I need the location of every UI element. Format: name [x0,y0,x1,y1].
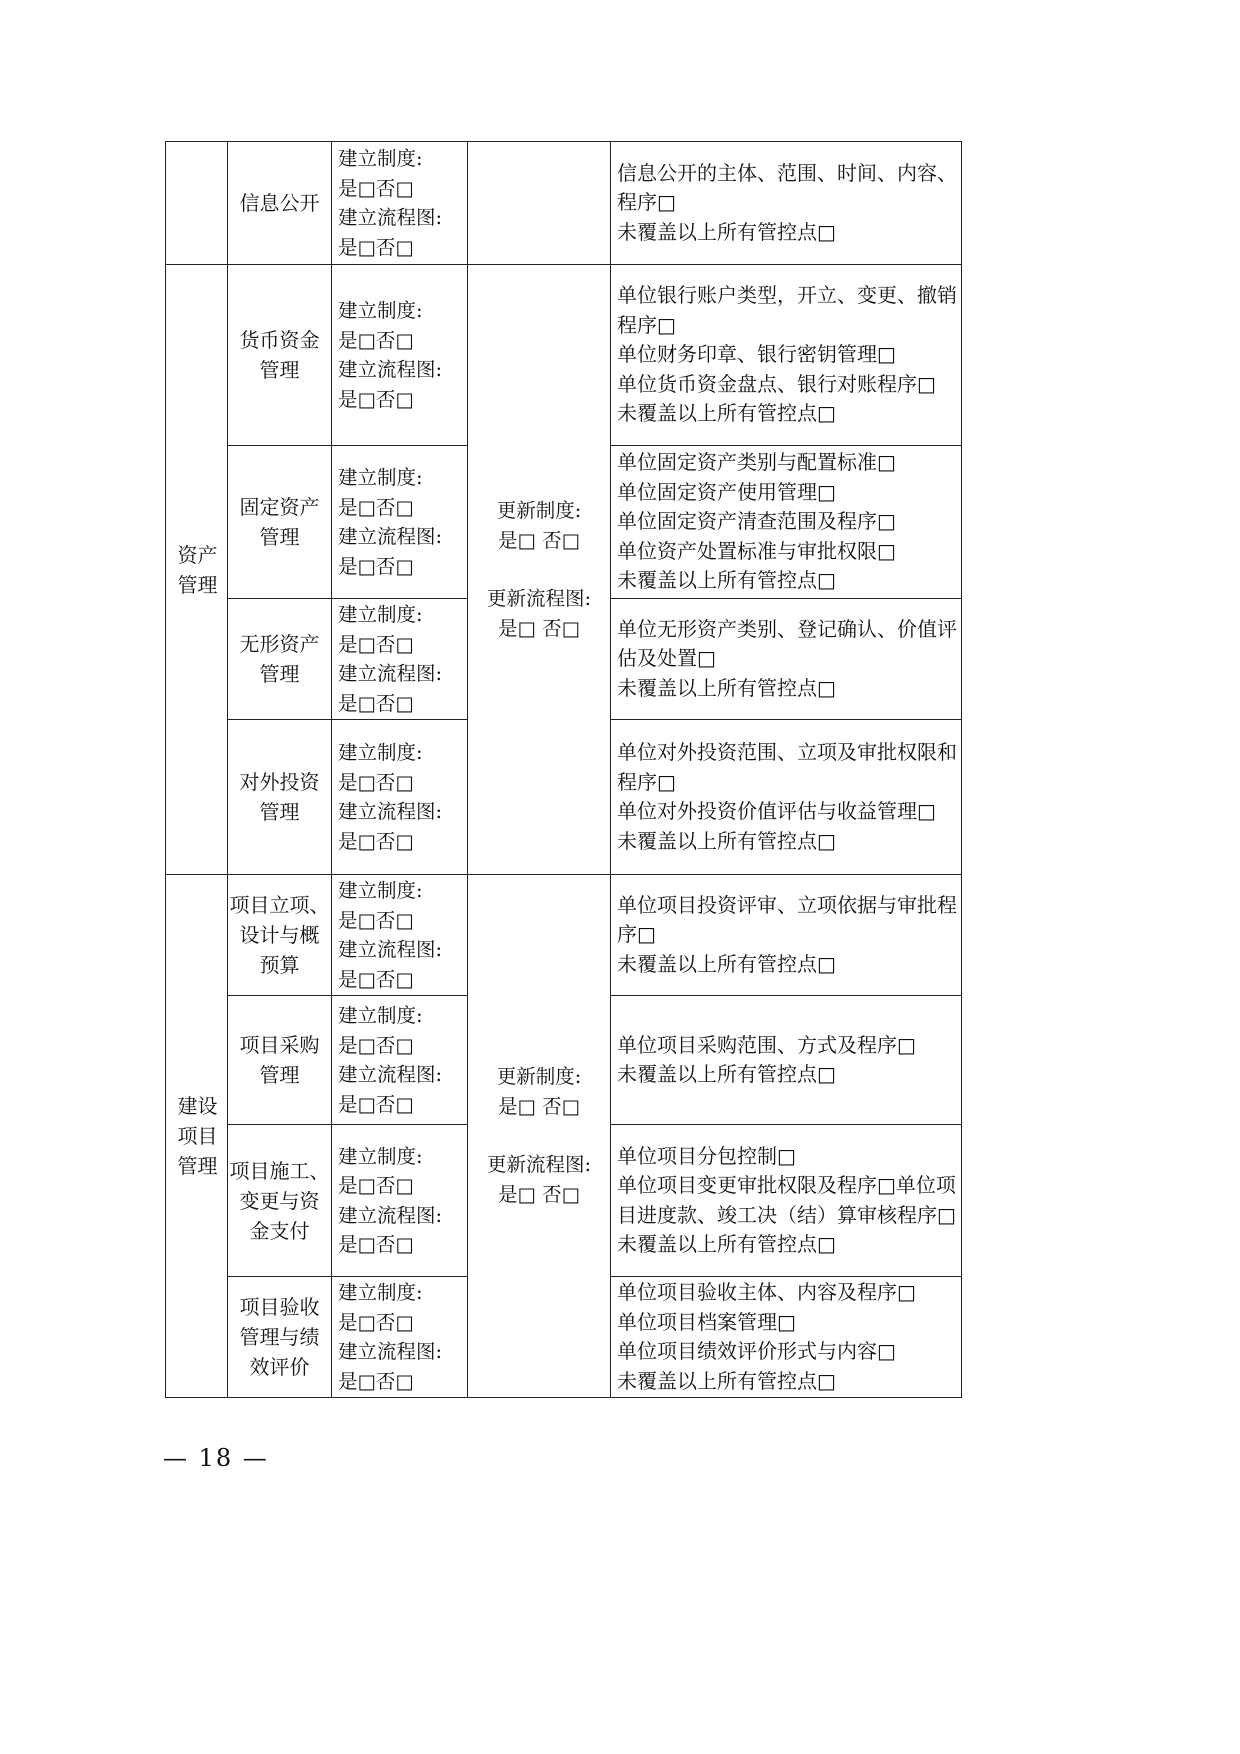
category-cell-asset: 资产 管理 [166,265,228,875]
item-cell: 货币资金 管理 [228,265,332,446]
system-status-cell: 建立制度: 是□否□ 建立流程图: 是□否□ [332,599,468,720]
table-row [166,142,962,265]
system-status-cell: 建立制度: 是□否□ 建立流程图: 是□否□ [332,720,468,875]
system-status-cell: 建立制度: 是□否□ 建立流程图: 是□否□ [332,265,468,446]
control-points-cell: 单位无形资产类别、登记确认、价值评估及处置□ 未覆盖以上所有管控点□ [611,599,962,720]
category-cell-empty [166,142,228,265]
update-cell-empty [468,142,611,265]
item-cell: 无形资产 管理 [228,599,332,720]
control-points-cell: 信息公开的主体、范围、时间、内容、程序□ 未覆盖以上所有管控点□ [611,142,962,265]
system-status-cell: 建立制度: 是□否□ 建立流程图: 是□否□ [332,1125,468,1277]
control-points-cell: 单位银行账户类型，开立、变更、撤销程序□ 单位财务印章、银行密钥管理□ 单位货币资金盘点、银行对账程序□ 未覆盖以上所有管控点□ [611,265,962,446]
control-points-cell: 单位项目验收主体、内容及程序□ 单位项目档案管理□ 单位项目绩效评价形式与内容□ 未覆盖以上所有管控点□ [611,1277,962,1398]
control-points-cell: 单位项目分包控制□ 单位项目变更审批权限及程序□单位项目进度款、竣工决（结）算审核程序□ 未覆盖以上所有管控点□ [611,1125,962,1277]
control-points-cell: 单位项目投资评审、立项依据与审批程序□ 未覆盖以上所有管控点□ [611,875,962,996]
category-cell-construction: 建设 项目 管理 [166,875,228,1398]
system-status-cell: 建立制度: 是□否□ 建立流程图: 是□否□ [332,446,468,599]
table-row [166,265,962,446]
table-row [166,875,962,996]
system-status-cell: 建立制度: 是□否□ 建立流程图: 是□否□ [332,142,468,265]
update-status-cell [468,875,611,1398]
item-cell: 项目施工、 变更与资 金支付 [228,1125,332,1277]
item-cell: 项目立项、 设计与概 预算 [228,875,332,996]
item-cell: 固定资产 管理 [228,446,332,599]
update-status-text: 更新制度: 是□ 否□ 更新流程图: 是□ 否□ [486,1065,592,1206]
system-status-cell: 建立制度: 是□否□ 建立流程图: 是□否□ [332,875,468,996]
control-points-cell: 单位对外投资范围、立项及审批权限和程序□ 单位对外投资价值评估与收益管理□ 未覆盖以上所有管控点□ [611,720,962,875]
control-points-cell: 单位固定资产类别与配置标准□ 单位固定资产使用管理□ 单位固定资产清查范围及程序□ 单位资产处置标准与审批权限□ 未覆盖以上所有管控点□ [611,446,962,599]
control-points-cell: 单位项目采购范围、方式及程序□ 未覆盖以上所有管控点□ [611,996,962,1125]
page-number: — 18 — [163,1444,269,1472]
item-cell: 对外投资 管理 [228,720,332,875]
item-cell: 项目验收 管理与绩 效评价 [228,1277,332,1398]
system-status-cell: 建立制度: 是□否□ 建立流程图: 是□否□ [332,996,468,1125]
internal-control-table [165,141,962,1398]
item-cell: 项目采购 管理 [228,996,332,1125]
update-status-cell [468,265,611,875]
system-status-cell: 建立制度: 是□否□ 建立流程图: 是□否□ [332,1277,468,1398]
update-status-text: 更新制度: 是□ 否□ 更新流程图: 是□ 否□ [486,498,592,640]
item-cell: 信息公开 [228,142,332,265]
